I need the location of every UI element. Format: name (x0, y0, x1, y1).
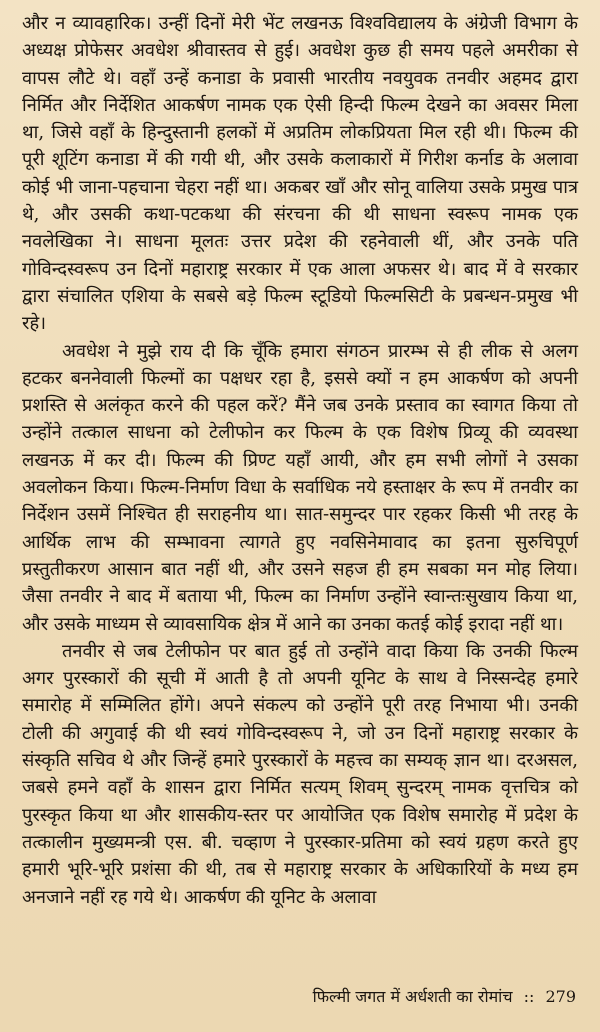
paragraph-1: और न व्यावहारिक। उन्हीं दिनों मेरी भेंट लखनऊ विश्वविद्यालय के अंग्रेजी विभाग के अध्यक्ष प्रोफेसर अवधेश श्रीवास्तव से हुई। अवधेश कुछ ही समय पहले अमरीका से वापस लौटे थे। वहाँ उन्हें कनाडा के प्रवासी भारतीय नवयुवक तनवीर अहमद द्वारा निर्मित और निर्देशित आकर्षण नामक एक ऐसी हिन्दी फिल्म देखने का अवसर मिला था, जिसे वहाँ के हिन्दुस्तानी हलकों में अप्रतिम लोकप्रियता मिल रही थी। फिल्म की पूरी शूटिंग कनाडा में की गयी थी, और उसके कलाकारों में गिरीश कर्नाड के अलावा कोई भी जाना-पहचाना चेहरा नहीं था। अकबर खाँ और सोनू वालिया उसके प्रमुख पात्र थे, और उसकी कथा-पटकथा की संरचना की थी साधना स्वरूप नामक एक नवलेखिका ने। साधना मूलतः उत्तर प्रदेश की रहनेवाली थीं, और उनके पति गोविन्दस्वरूप उन दिनों महाराष्ट्र सरकार में एक आला अफसर थे। बाद में वे सरकार द्वारा संचालित एशिया के सबसे बड़े फिल्म स्टूडियो फिल्मसिटी के प्रबन्धन-प्रमुख भी रहे। (22, 13, 578, 335)
paragraph-2: अवधेश ने मुझे राय दी कि चूँकि हमारा संगठन प्रारम्भ से ही लीक से अलग हटकर बननेवाली फिल्मों का पक्षधर रहा है, इससे क्यों न हम आकर्षण को अपनी प्रशस्ति से अलंकृत करने की पहल करें? मैंने जब उनके प्रस्ताव का स्वागत किया तो उन्होंने तत्काल साधना को टेलीफोन कर फिल्म के एक विशेष प्रिव्यू की व्यवस्था लखनऊ में कर दी। फिल्म की प्रिण्ट यहाँ आयी, और हम सभी लोगों ने उसका अवलोकन किया। फिल्म-निर्माण विधा के सर्वाधिक नये हस्ताक्षर के रूप में तनवीर का निर्देशन उसमें निश्चित ही सराहनीय था। सात-समुन्दर पार रहकर किसी भी तरह के आर्थिक लाभ की सम्भावना त्यागते हुए नवसिनेमावाद का इतना सुरुचिपूर्ण प्रस्तुतीकरण आसान बात नहीं थी, और उसने सहज ही हम सबका मन मोह लिया। जैसा तनवीर ने बाद में बताया भी, फिल्म का निर्माण उन्होंने स्वान्तःसुखाय किया था, और उसके माध्यम से व्यावसायिक क्षेत्र में आने का उनका कतई कोई इरादा नहीं था। (22, 340, 578, 635)
page-number: 279 (545, 987, 576, 1006)
body-text (22, 10, 578, 911)
page-footer (313, 985, 576, 1007)
running-title: फिल्मी जगत में अर्धशती का रोमांच (312, 987, 513, 1006)
paragraph-3: तनवीर से जब टेलीफोन पर बात हुई तो उन्होंने वादा किया कि उनकी फिल्म अगर पुरस्कारों की सूची में आती है तो अपनी यूनिट के साथ वे निस्सन्देह हमारे समारोह में सम्मिलित होंगे। अपने संकल्प को उन्होंने पूरी तरह निभाया भी। उनकी टोली की अगुवाई की थी स्वयं गोविन्दस्वरूप ने, जो उन दिनों महाराष्ट्र सरकार के संस्कृति सचिव थे और जिन्हें हमारे पुरस्कारों के महत्त्व का सम्यक् ज्ञान था। दरअसल, जबसे हमने वहाँ के शासन द्वारा निर्मित सत्यम् शिवम् सुन्दरम् नामक वृत्तचित्र को पुरस्कृत किया था और शासकीय-स्तर पर आयोजित एक विशेष समारोह में प्रदेश के तत्कालीन मुख्यमन्त्री एस. बी. चव्हाण ने पुरस्कार-प्रतिमा को स्वयं ग्रहण करते हुए हमारी भूरि-भूरि प्रशंसा की थी, तब से महाराष्ट्र सरकार के अधिकारियों के मध्य हम अनजाने नहीं रह गये थे। आकर्षण की यूनिट के अलावा (22, 640, 578, 908)
footer-separator: :: (523, 987, 535, 1006)
